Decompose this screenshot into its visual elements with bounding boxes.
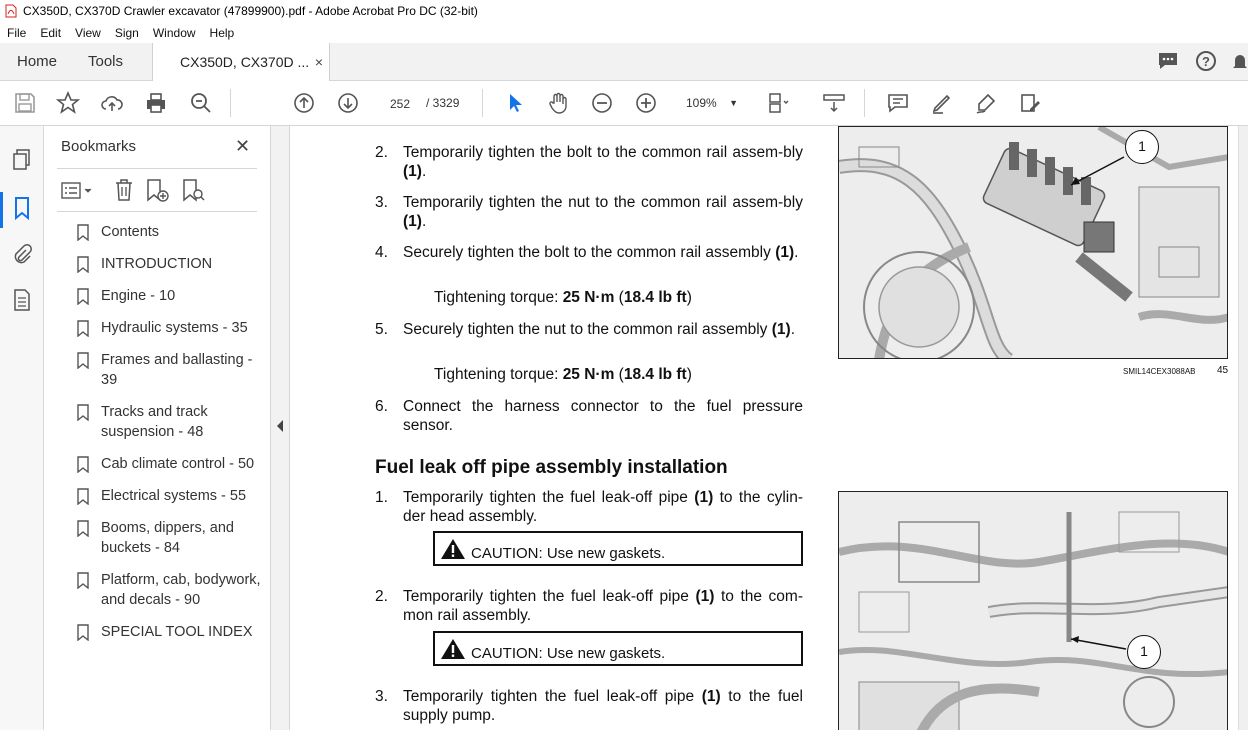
cut-off-text <box>403 126 803 130</box>
engine-illustration <box>839 127 1228 359</box>
menu-file[interactable]: File <box>7 25 27 40</box>
bookmark-item-label: Cab climate control - 50 <box>101 456 255 472</box>
figure-callout: 1 <box>1125 130 1159 164</box>
svg-text:?: ? <box>1202 54 1210 69</box>
fill-sign-icon[interactable] <box>1018 91 1042 115</box>
step-3b: 3. Temporarily tighten the fuel leak-off pipe (1) to the fuel supply pump. <box>375 688 803 724</box>
bookmark-icon <box>77 488 89 505</box>
bookmark-item-introduction[interactable] <box>77 254 267 274</box>
previous-page-icon[interactable] <box>292 91 316 115</box>
draw-sign-icon[interactable] <box>974 91 998 115</box>
bookmark-icon <box>77 520 89 537</box>
bookmark-item-special-tool-index[interactable] <box>77 622 267 642</box>
bookmark-item-contents[interactable] <box>77 222 267 242</box>
page-thumbnails-icon[interactable] <box>11 148 33 172</box>
notification-bell-icon[interactable] <box>1232 49 1248 73</box>
toolbar <box>0 81 1248 126</box>
step-6a: 6. Connect the harness connector to the fuel pressure sensor. <box>375 398 803 434</box>
bookmark-item-label: Electrical systems - 55 <box>101 488 247 504</box>
highlight-pen-icon[interactable] <box>930 91 954 115</box>
figure-callout: 1 <box>1127 635 1161 669</box>
warning-icon <box>440 638 466 660</box>
menu-view[interactable]: View <box>75 25 101 40</box>
tab-right-icons <box>1156 49 1248 73</box>
zoom-select[interactable] <box>678 92 746 114</box>
chevron-down-icon: ▼ <box>729 98 738 108</box>
page-total: / 3329 <box>426 96 460 110</box>
document-icon[interactable] <box>11 288 33 312</box>
acrobat-icon <box>5 4 17 18</box>
tab-tools[interactable]: Tools <box>88 53 124 70</box>
leak-off-pipe-figure <box>838 491 1228 730</box>
save-icon[interactable] <box>13 91 37 115</box>
zoom-out-icon[interactable] <box>590 91 614 115</box>
caution-box <box>433 531 803 566</box>
find-bookmark-icon[interactable] <box>181 178 207 204</box>
bookmark-icon <box>77 320 89 337</box>
bookmark-item-label: Tracks and track suspension - 48 <box>101 404 208 440</box>
zoom-in-icon[interactable] <box>634 91 658 115</box>
attachments-icon[interactable] <box>11 242 33 266</box>
menu-help[interactable]: Help <box>209 25 235 40</box>
comment-icon[interactable] <box>1156 49 1180 73</box>
star-bookmark-icon[interactable] <box>56 91 80 115</box>
figure-number: 45 <box>1217 365 1229 376</box>
zoom-search-icon[interactable] <box>189 91 213 115</box>
menu-edit[interactable]: Edit <box>40 25 62 40</box>
delete-bookmark-icon[interactable] <box>113 178 135 202</box>
bookmarks-panel <box>45 126 271 730</box>
bookmark-icon <box>77 352 89 369</box>
torque-spec: Tightening torque: 25 N·m (18.4 lb ft) <box>434 289 692 306</box>
bookmark-item-electrical-systems[interactable] <box>77 486 267 506</box>
bookmark-icon <box>77 456 89 473</box>
toolbar-divider <box>482 89 483 117</box>
fit-page-icon[interactable] <box>766 91 790 115</box>
bookmark-item-cab-climate[interactable] <box>77 454 267 474</box>
bookmark-tools <box>61 178 261 204</box>
bookmark-item-label: Platform, cab, bodywork, and decals - 90 <box>101 572 261 608</box>
tab-document[interactable] <box>152 43 330 82</box>
caution-text: CAUTION: Use new gaskets. <box>471 645 666 662</box>
section-heading: Fuel leak off pipe assembly installation <box>375 457 728 478</box>
panel-divider <box>57 211 257 212</box>
bookmark-item-label: Booms, dippers, and buckets - 84 <box>101 520 234 556</box>
bookmark-options-icon[interactable] <box>61 180 93 202</box>
help-icon[interactable] <box>1194 49 1218 73</box>
left-navigation-rail <box>0 126 44 730</box>
menu-window[interactable]: Window <box>152 25 196 40</box>
step-4a: 4. Securely tighten the bolt to the common rail assembly (1). <box>375 244 799 261</box>
bookmark-item-label: INTRODUCTION <box>101 256 213 272</box>
figure-caption: SMIL14CEX3088AB <box>1123 367 1196 376</box>
torque-spec: Tightening torque: 25 N·m (18.4 lb ft) <box>434 366 692 383</box>
bookmark-icon <box>77 288 89 305</box>
print-icon[interactable] <box>144 91 168 115</box>
bookmark-list <box>77 222 267 654</box>
active-panel-indicator <box>0 192 3 228</box>
bookmark-item-hydraulic-systems[interactable] <box>77 318 267 338</box>
title-bar <box>0 0 1248 22</box>
bookmark-item-tracks-suspension[interactable] <box>77 402 267 442</box>
warning-icon <box>440 538 466 560</box>
bookmark-item-label: Engine - 10 <box>101 288 176 304</box>
window-title: CX350D, CX370D Crawler excavator (47899900).pdf - Adobe Acrobat Pro DC (32-bit) <box>23 4 478 18</box>
bookmark-item-label: SPECIAL TOOL INDEX <box>101 624 253 640</box>
bookmarks-panel-title: Bookmarks <box>61 138 137 155</box>
document-page <box>291 126 1238 730</box>
bookmark-panel-icon[interactable] <box>11 196 33 220</box>
close-panel-icon[interactable]: ✕ <box>235 136 251 156</box>
step-2a: 2. Temporarily tighten the bolt to the common rail assem-bly (1). <box>375 144 803 180</box>
bookmark-item-platform-cab[interactable] <box>77 570 267 610</box>
bookmark-icon <box>77 256 89 273</box>
panel-collapse-handle[interactable] <box>271 126 290 730</box>
close-tab-icon[interactable]: × <box>314 54 323 70</box>
tab-bar <box>0 43 1248 81</box>
toolbar-divider <box>864 89 865 117</box>
caution-text: CAUTION: Use new gaskets. <box>471 545 666 562</box>
new-bookmark-icon[interactable] <box>145 178 171 204</box>
hand-tool-icon[interactable] <box>546 91 570 115</box>
bookmark-icon <box>77 224 89 241</box>
upload-cloud-icon[interactable] <box>100 91 124 115</box>
bookmark-item-label: Contents <box>101 224 160 240</box>
step-1b: 1. Temporarily tighten the fuel leak-off pipe (1) to the cylin-der head assembly. <box>375 489 803 525</box>
next-page-icon[interactable] <box>336 91 360 115</box>
select-cursor-icon[interactable] <box>503 91 527 115</box>
tab-home[interactable]: Home <box>17 53 58 70</box>
bookmark-item-label: Frames and ballasting - 39 <box>101 352 253 388</box>
bookmark-item-engine[interactable] <box>77 286 267 306</box>
vertical-scrollbar[interactable] <box>1238 126 1248 730</box>
menu-bar <box>0 22 1248 43</box>
bookmark-icon <box>77 572 89 589</box>
bookmark-icon <box>77 624 89 641</box>
common-rail-figure <box>838 126 1228 359</box>
step-3a: 3. Temporarily tighten the nut to the common rail assem-bly (1). <box>375 194 803 230</box>
add-comment-icon[interactable] <box>886 91 910 115</box>
engine-illustration <box>839 492 1228 730</box>
panel-divider <box>57 168 257 169</box>
toolbar-divider <box>230 89 231 117</box>
zoom-value: 109% <box>686 96 717 110</box>
bookmark-icon <box>77 404 89 421</box>
bookmark-item-booms-dippers[interactable] <box>77 518 267 558</box>
page-number-input[interactable]: 252 <box>381 92 419 114</box>
step-2b: 2. Temporarily tighten the fuel leak-off pipe (1) to the com-mon rail assembly. <box>375 588 804 624</box>
caution-box <box>433 631 803 666</box>
bookmark-item-frames-ballasting[interactable] <box>77 350 267 390</box>
menu-sign[interactable]: Sign <box>114 25 139 40</box>
step-5a: 5. Securely tighten the nut to the common rail assembly (1). <box>375 321 796 338</box>
bookmark-item-label: Hydraulic systems - 35 <box>101 320 248 336</box>
tab-document-label: CX350D, CX370D ... <box>180 54 310 70</box>
scroll-mode-icon[interactable] <box>822 91 846 115</box>
collapse-arrow-icon <box>277 420 283 432</box>
